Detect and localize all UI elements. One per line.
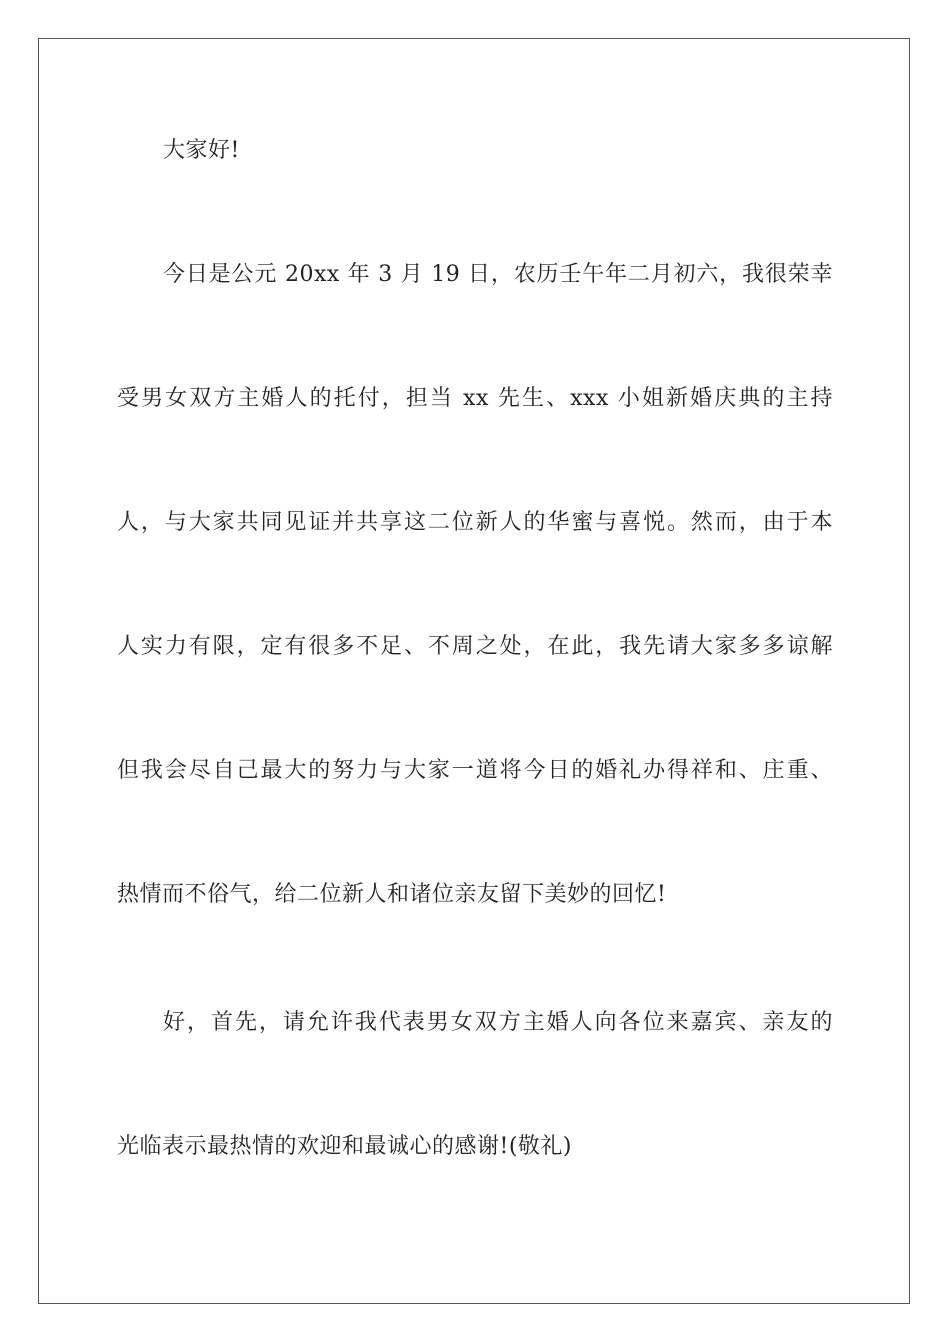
paragraph-line: 好，首先，请允许我代表男女双方主婚人向各位来嘉宾、亲友的 xyxy=(163,1010,833,1035)
paragraph-line: 光临表示最热情的欢迎和最诚心的感谢!(敬礼) xyxy=(117,1134,573,1159)
paragraph-line: 热情而不俗气，给二位新人和诸位亲友留下美妙的回忆! xyxy=(117,882,667,907)
paragraph-line: 受男女双方主婚人的托付，担当 xx 先生、xxx 小姐新婚庆典的主持 xyxy=(117,386,833,411)
paragraph-line: 人，与大家共同见证并共享这二位新人的华蜜与喜悦。然而，由于本 xyxy=(117,510,833,535)
paragraph-line: 今日是公元 20xx 年 3 月 19 日，农历壬午年二月初六，我很荣幸 xyxy=(163,262,833,287)
page-frame xyxy=(38,38,910,1304)
paragraph-line: 但我会尽自己最大的努力与大家一道将今日的婚礼办得祥和、庄重、 xyxy=(117,758,833,783)
paragraph-line: 人实力有限，定有很多不足、不周之处，在此，我先请大家多多谅解 xyxy=(117,634,833,659)
greeting-line: 大家好! xyxy=(163,138,240,163)
